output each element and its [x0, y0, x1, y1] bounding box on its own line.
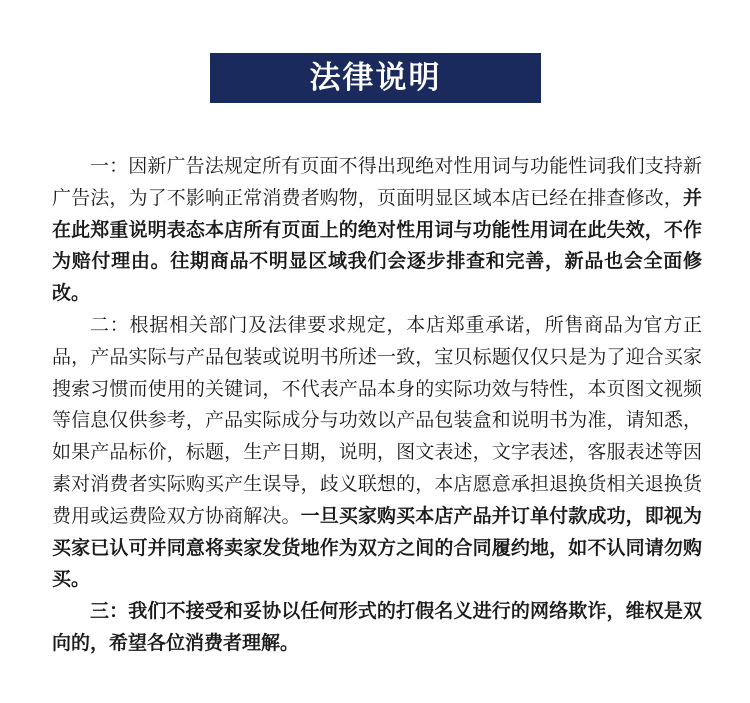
paragraph-1 [52, 151, 702, 310]
paragraph-2-bold-text: 一旦买家购买本店产品并订单付款成功，即视为买家已认可并同意将卖家发货地作为双方之间的合同履约地，如不认同请勿购买。 [52, 504, 702, 591]
page-title: 法律说明 [309, 59, 442, 96]
legal-statement-body [52, 151, 702, 660]
paragraph-1-normal-text: 一：因新广告法规定所有页面不得出现绝对性用词与功能性词我们支持新广告法，为了不影响正常消费者购物，页面明显区域本店已经在排查修改， [52, 155, 702, 209]
title-banner [210, 53, 541, 103]
paragraph-1-bold-text: 并在此郑重说明表态本店所有页面上的绝对性用词与功能性用词在此失效，不作为赔付理由。往期商品不明显区域我们会逐步排查和完善，新品也会全面修改。 [52, 186, 702, 305]
paragraph-3-bold-text: 三：我们不接受和妥协以任何形式的打假名义进行的网络欺诈，维权是双向的，希望各位消费者理解。 [52, 600, 702, 654]
paragraph-2 [52, 310, 702, 596]
paragraph-2-normal-text: 二：根据相关部门及法律要求规定，本店郑重承诺，所售商品为官方正品，产品实际与产品包装或说明书所述一致，宝贝标题仅仅只是为了迎合买家搜索习惯而使用的关键词，不代表产品本身的实际功效与特性，本页图文视频等信息仅供参考，产品实际成分与功效以产品包装盒和说明书为准，请知悉，如果产品标价，标题，生产日期，说明，图文表述，文字表述，客服表述等因素对消费者实际购买产生误导，歧义联想的，本店愿意承担退换货相关退换货费用或运费险双方协商解决。 [52, 313, 702, 527]
paragraph-3 [52, 596, 702, 660]
